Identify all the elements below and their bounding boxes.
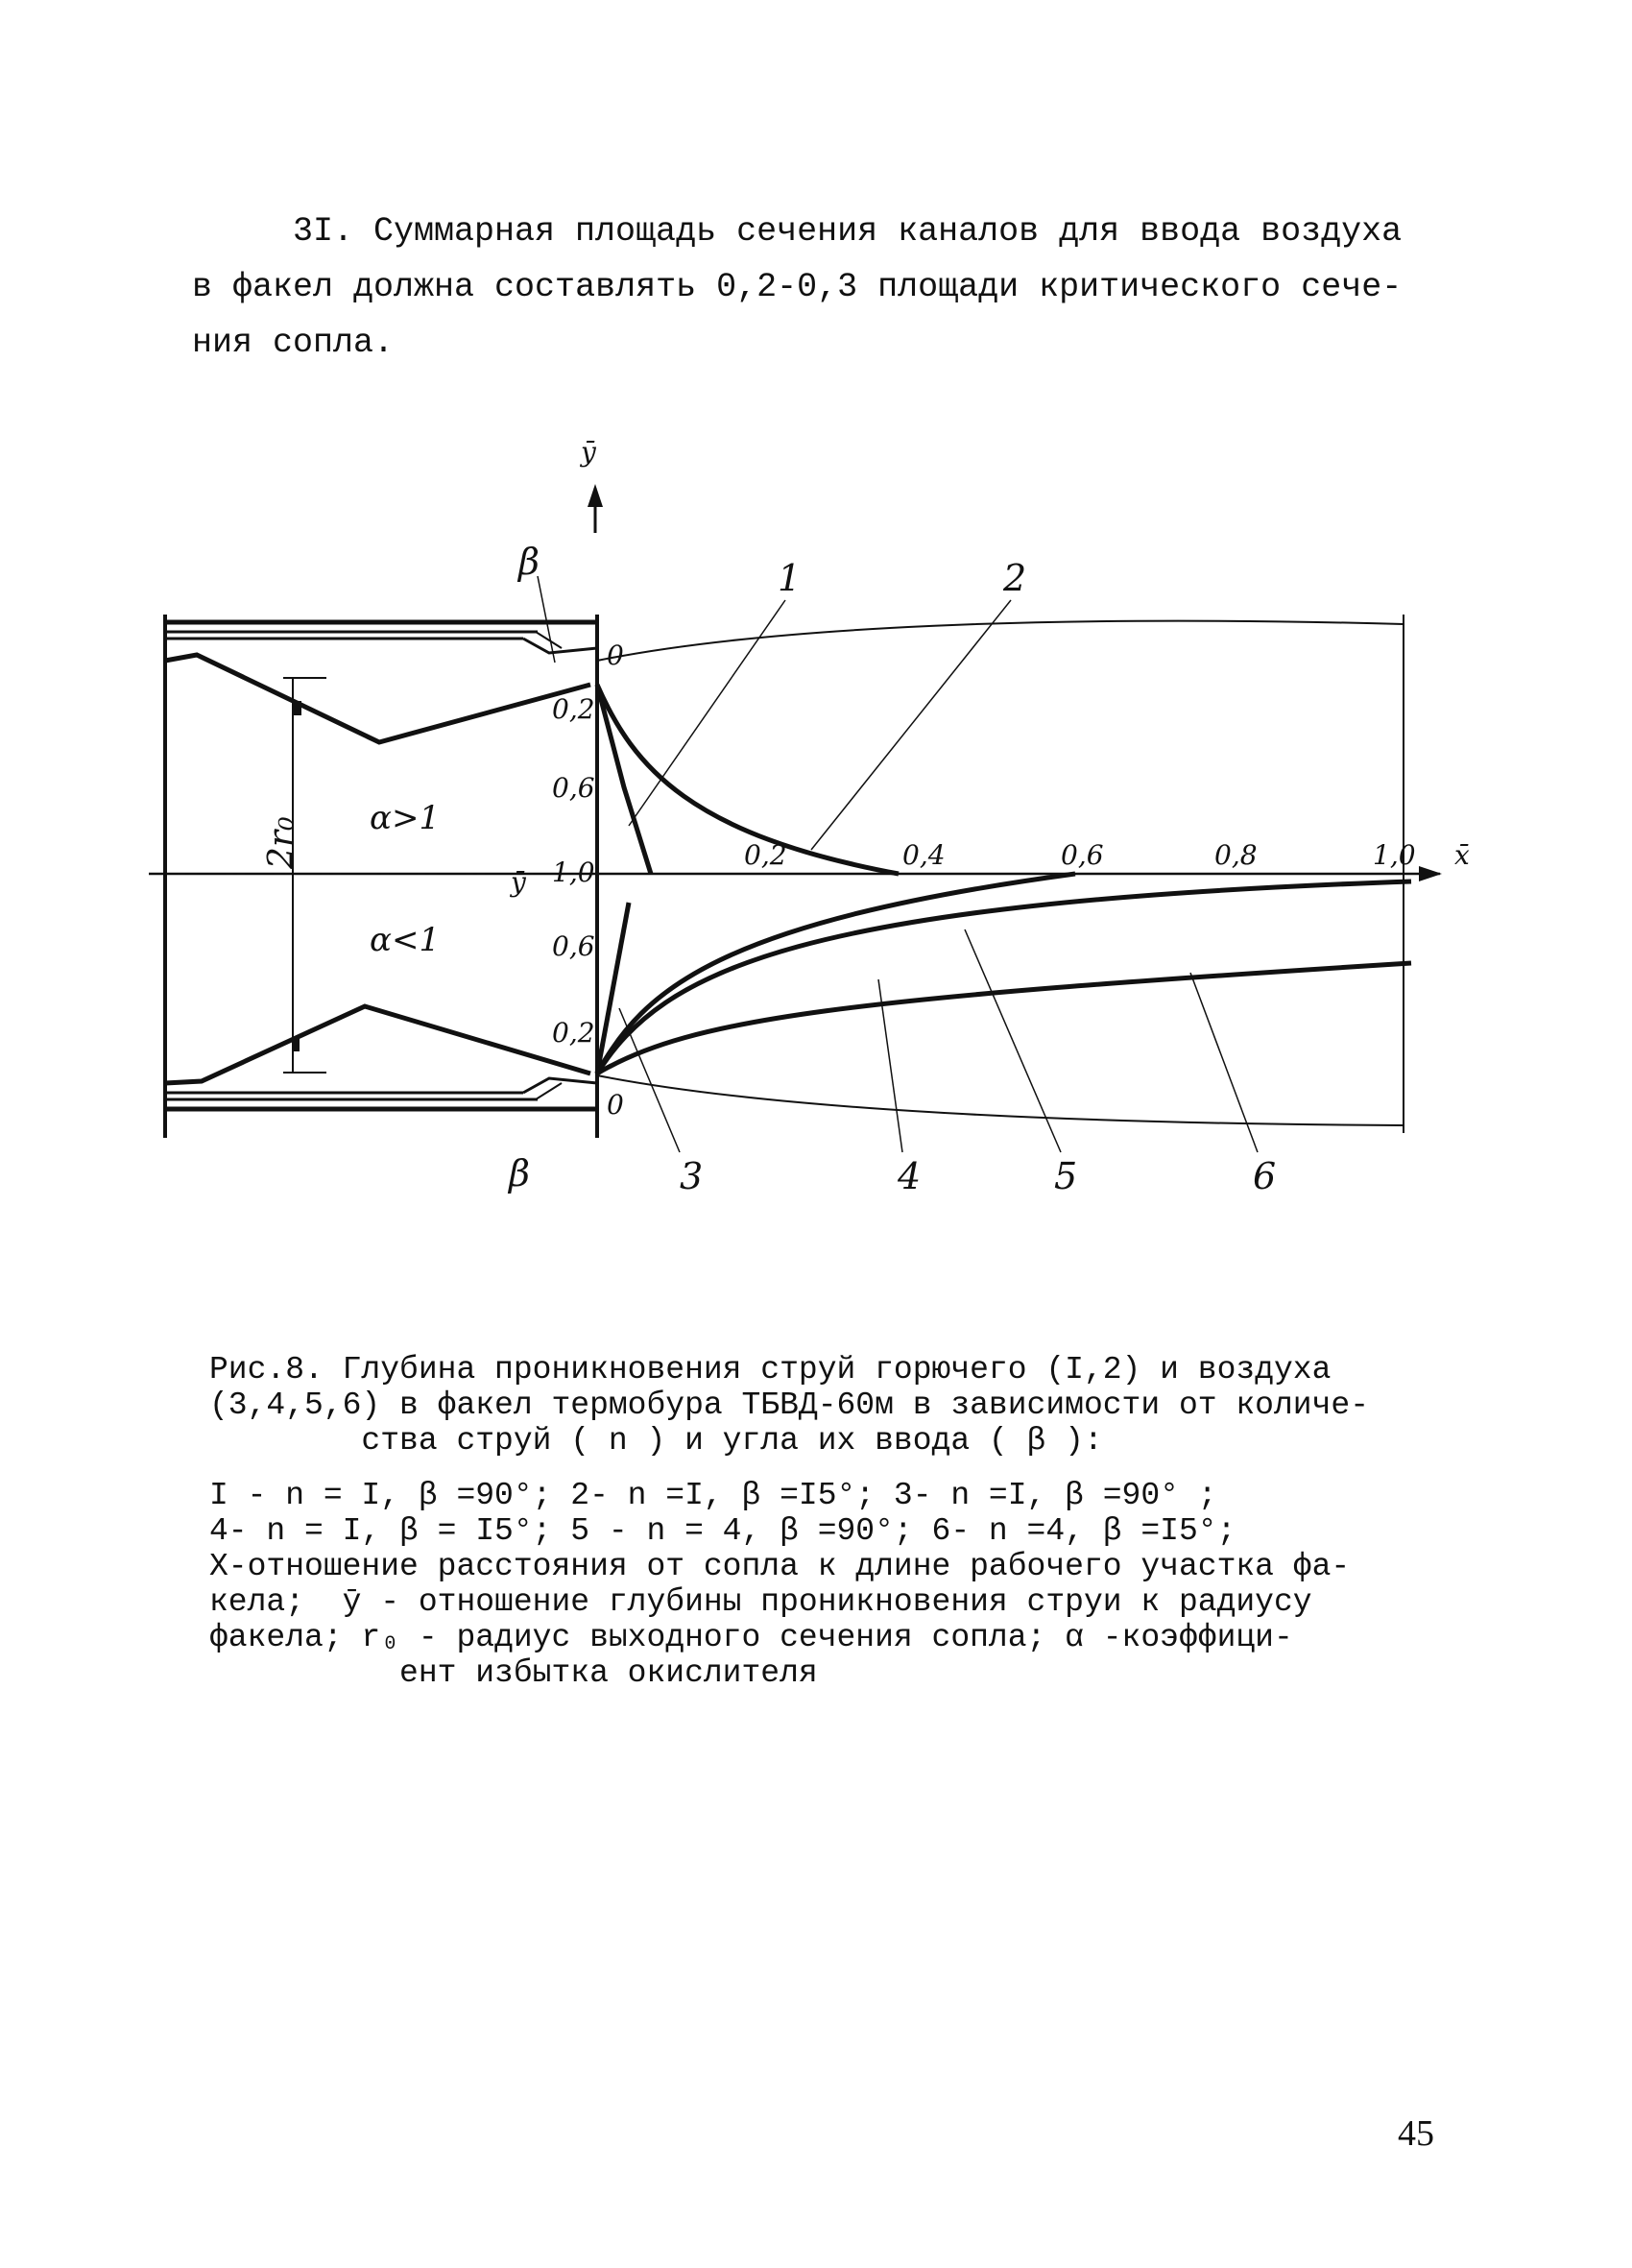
y-mid-label: ȳ [511,866,526,898]
curve-label-4: 4 [898,1155,922,1197]
beta-bottom-label: β [509,1152,530,1194]
paragraph-line-1: 3I. Суммарная площадь сечения каналов для ввода воздуха [293,212,1403,251]
y-tick-upper-06: 0,6 [552,772,595,804]
nozzle-upper-wall [165,622,597,653]
caption-line-6: X-отношение расстояния от сопла к длине рабочего участка фа- [209,1549,1351,1584]
curve-label-3: 3 [680,1155,704,1197]
beta-top-label: β [518,541,540,583]
curve-5-air-jet [597,881,1411,1074]
radius-label: 2r₀ [262,816,301,869]
y-axis-arrowhead [588,484,603,507]
torch-boundary-lower [597,1075,1404,1125]
caption-line-2: (3,4,5,6) в факел термобура ТБВД-60м в зависимости от количе- [209,1387,1369,1423]
nozzle-lower-wall [165,1078,597,1109]
caption-line-9: ент избытка окислителя [209,1655,818,1691]
x-tick-04: 0,4 [902,839,946,871]
page-number: 45 [1398,2113,1434,2154]
caption-line-5: 4- n = I, β = I5°; 5 - n = 4, β =90°; 6- n =4, β =I5°; [209,1513,1236,1549]
y-tick-upper-10: 1,0 [552,857,595,888]
x-tick-02: 0,2 [744,839,787,871]
x-tick-08: 0,8 [1214,839,1258,871]
alpha-gt-label: α>1 [370,799,441,837]
y-axis-label: ȳ [581,436,596,468]
chamber-contour-upper [165,655,590,742]
paragraph-line-3: ния сопла. [192,324,395,362]
paragraph-line-2: в факел должна составлять 0,2-0,3 площади критического сече- [192,268,1403,306]
radius-dimension [283,678,326,1073]
y-tick-lower-0: 0 [607,1089,624,1121]
alpha-lt-label: α<1 [370,921,441,959]
x-tick-10: 1,0 [1373,839,1416,871]
y-tick-lower-02: 0,2 [552,1017,595,1049]
caption-line-7: кела; ȳ - отношение глубины проникновения струи к радиусу [209,1584,1312,1620]
figure-caption [209,1352,1476,1691]
torch-boundary-upper [597,621,1404,661]
curve-label-1: 1 [778,557,802,599]
caption-line-3: ства струй ( n ) и угла их ввода ( β ): [209,1423,1103,1459]
curve-6-air-jet [597,963,1411,1074]
x-tick-06: 0,6 [1061,839,1104,871]
x-axis-label: x̄ [1454,839,1470,871]
curve-label-5: 5 [1054,1155,1078,1197]
curve-label-2: 2 [1003,557,1027,599]
caption-line-1: Рис.8. Глубина проникновения струй горючего (I,2) и воздуха [209,1352,1332,1387]
caption-line-4: I - n = I, β =90°; 2- n =I, β =I5°; 3- n =I, β =90° ; [209,1478,1217,1513]
chamber-contour-lower [165,1006,590,1083]
curve-1-fuel-jet [597,685,651,874]
y-tick-upper-02: 0,2 [552,693,595,725]
y-tick-lower-06: 0,6 [552,930,595,962]
caption-line-8: факела; r₀ - радиус выходного сечения сопла; α -коэффици- [209,1620,1293,1655]
y-tick-upper-0: 0 [607,639,624,671]
curve-label-6: 6 [1253,1155,1277,1197]
x-axis-arrowhead [1419,866,1442,881]
